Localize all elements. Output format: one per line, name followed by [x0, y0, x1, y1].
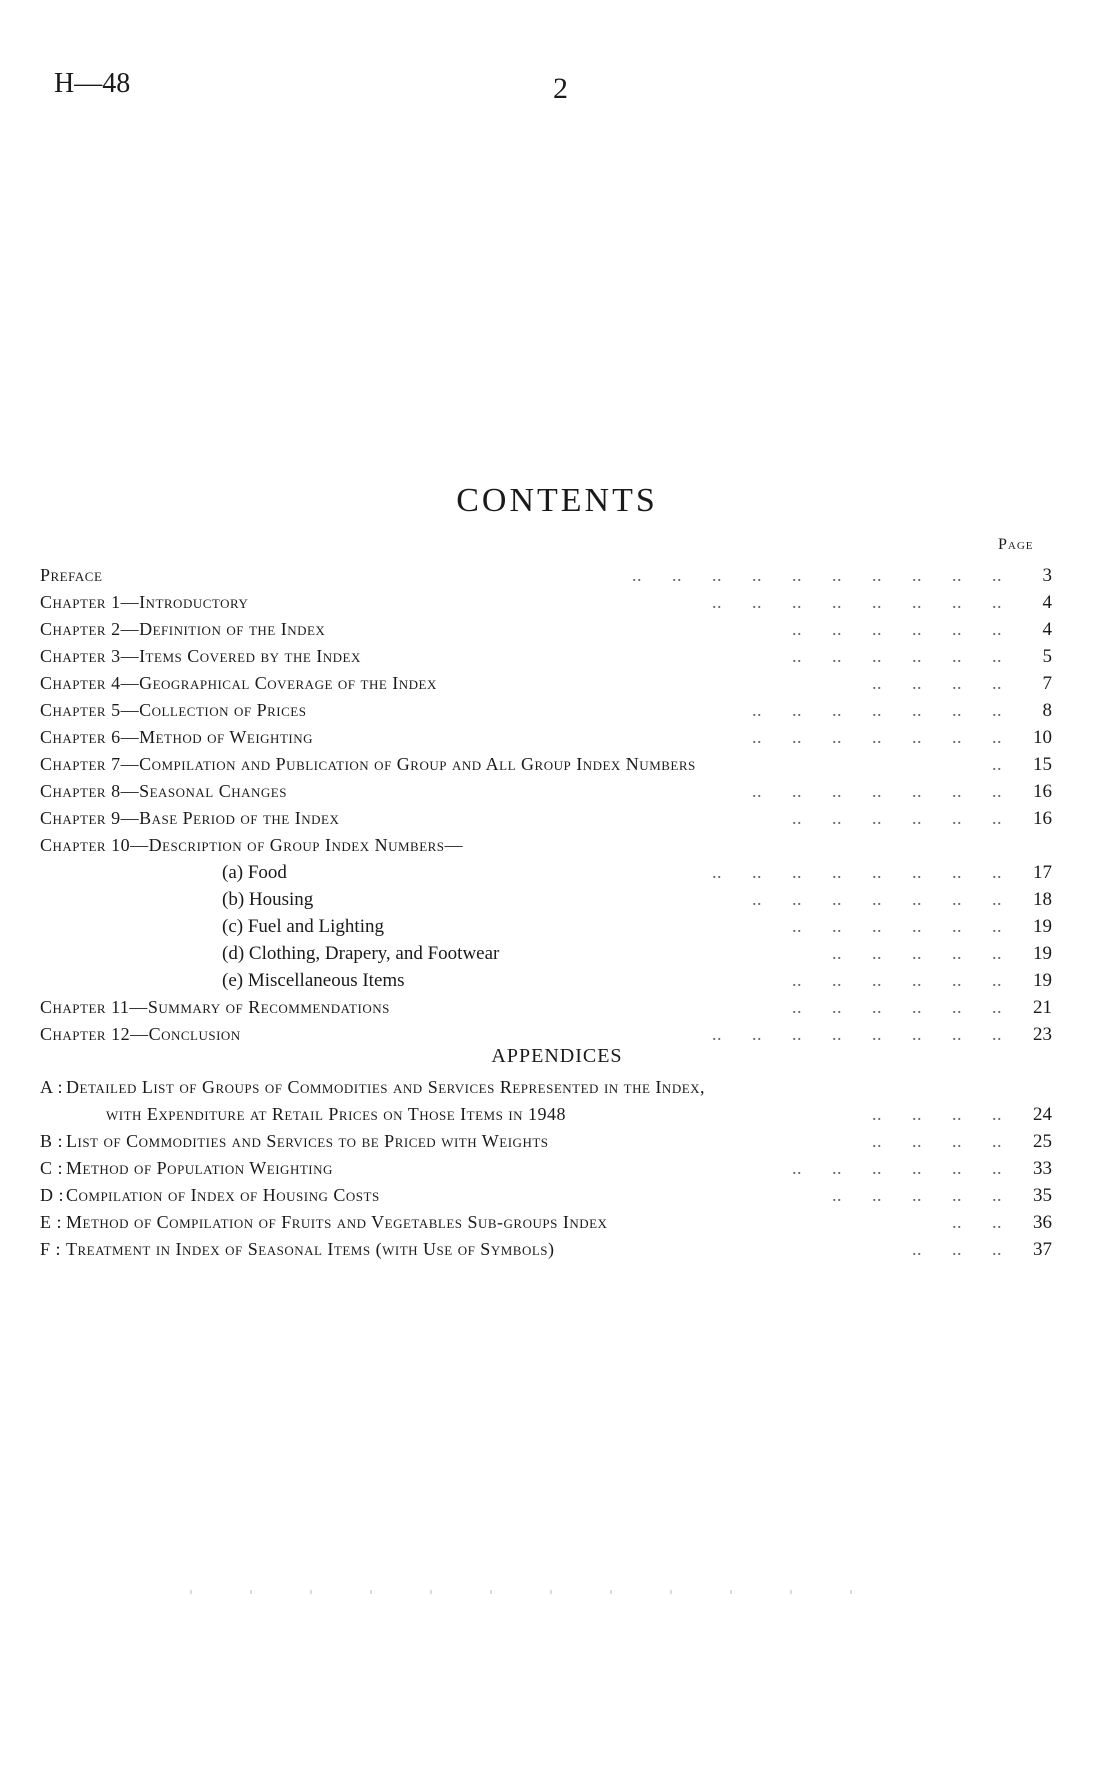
toc-subentry[interactable]: [40, 940, 1052, 967]
leader-dots: .. .. .. .. .. ..: [792, 997, 1002, 1017]
appendix-letter: F :: [40, 1239, 62, 1259]
appendix-label: [40, 1128, 549, 1155]
leader-dots: .. .. .. .. .. ..: [792, 970, 1002, 990]
leader-dots: .. .. .. .. ..: [832, 943, 1002, 963]
leader-dots: .. .. .. ..: [872, 1131, 1002, 1151]
toc-entry[interactable]: [40, 994, 1052, 1021]
appendix-entry[interactable]: [40, 1182, 1052, 1209]
appendix-label: [40, 1155, 333, 1182]
toc-subentry-label: (e) Miscellaneous Items: [222, 970, 405, 991]
leader-dots: .. .. ..: [912, 1239, 1002, 1259]
appendix-letter: E :: [40, 1212, 62, 1232]
leader-dots: .. .. .. .. .. ..: [792, 1158, 1002, 1178]
appendix-letter: D :: [40, 1185, 64, 1205]
toc-subentry-label: (c) Fuel and Lighting: [222, 916, 384, 937]
toc-entry-label: Chapter 12—Conclusion: [40, 1024, 241, 1044]
toc-entry-label: Chapter 1—Introductory: [40, 592, 249, 612]
appendix-letter: A :: [40, 1077, 64, 1097]
contents-list: [40, 562, 1052, 1048]
toc-entry[interactable]: [40, 697, 1052, 724]
toc-entry[interactable]: [40, 778, 1052, 805]
appendix-page-number: 24: [1033, 1104, 1052, 1125]
appendix-entry-continuation[interactable]: [40, 1101, 1052, 1128]
toc-entry[interactable]: [40, 643, 1052, 670]
leader-dots: .. .. .. .. .. .. ..: [752, 700, 1002, 720]
toc-page-number: 21: [1033, 997, 1052, 1018]
toc-entry[interactable]: [40, 751, 1052, 778]
leader-dots: .. .. .. .. .. .. ..: [752, 889, 1002, 909]
appendix-label: [40, 1074, 705, 1101]
toc-page-number: 4: [1042, 592, 1052, 613]
toc-page-number: 16: [1033, 781, 1052, 802]
toc-entry-label: Chapter 4—Geographical Coverage of the Index: [40, 673, 437, 693]
toc-entry[interactable]: [40, 805, 1052, 832]
leader-dots: .. .. .. .. .. ..: [792, 646, 1002, 666]
toc-entry-label: Chapter 2—Definition of the Index: [40, 619, 326, 639]
toc-page-number: 18: [1033, 889, 1052, 910]
toc-subentry-label: (a) Food: [222, 862, 287, 883]
leader-dots: .. .. .. .. .. .. ..: [752, 727, 1002, 747]
leader-dots: ..: [992, 754, 1002, 774]
appendix-page-number: 35: [1033, 1185, 1052, 1206]
toc-entry-label: Chapter 6—Method of Weighting: [40, 727, 313, 747]
page-column-heading: Page: [998, 536, 1034, 553]
toc-page-number: 15: [1033, 754, 1052, 775]
appendix-letter: C :: [40, 1158, 64, 1178]
toc-subentry-label: (b) Housing: [222, 889, 314, 910]
appendix-page-number: 33: [1033, 1158, 1052, 1179]
toc-page-number: 19: [1033, 970, 1052, 991]
toc-page-number: 4: [1042, 619, 1052, 640]
appendix-page-number: 37: [1033, 1239, 1052, 1260]
appendix-entry[interactable]: [40, 1236, 1052, 1263]
appendix-label: [40, 1236, 555, 1263]
appendix-label: [40, 1182, 380, 1209]
toc-entry-label: Chapter 3—Items Covered by the Index: [40, 646, 361, 666]
toc-entry[interactable]: [40, 616, 1052, 643]
appendix-title: Treatment in Index of Seasonal Items (with Use of Symbols): [66, 1239, 555, 1259]
leader-dots: .. .. .. .. .. .. .. ..: [712, 862, 1002, 882]
appendix-title: Compilation of Index of Housing Costs: [66, 1185, 380, 1205]
appendix-title: Method of Compilation of Fruits and Vegetables Sub-groups Index: [66, 1212, 608, 1232]
appendices-heading: APPENDICES: [491, 1045, 623, 1067]
leader-dots: .. .. .. .. .. .. .. ..: [712, 1024, 1002, 1044]
toc-entry-label: Chapter 9—Base Period of the Index: [40, 808, 340, 828]
page-number: 2: [553, 72, 568, 105]
leader-dots: .. .. .. .. .. .. .. .. .. ..: [632, 565, 1002, 585]
appendix-title: Method of Population Weighting: [66, 1158, 333, 1178]
toc-entry[interactable]: [40, 670, 1052, 697]
appendix-entry[interactable]: [40, 1074, 1052, 1101]
toc-entry-label: Chapter 11—Summary of Recommendations: [40, 997, 390, 1017]
toc-page-number: 23: [1033, 1024, 1052, 1045]
toc-entry[interactable]: [40, 724, 1052, 751]
appendix-letter: B :: [40, 1131, 64, 1151]
appendix-label: [40, 1209, 607, 1236]
contents-heading: CONTENTS: [456, 482, 658, 519]
toc-subentry[interactable]: [40, 967, 1052, 994]
leader-dots: .. .. .. ..: [872, 1104, 1002, 1124]
leader-dots: .. .. .. .. .. ..: [792, 916, 1002, 936]
appendix-entry[interactable]: [40, 1155, 1052, 1182]
scan-smudge: [190, 1590, 910, 1594]
appendix-title: Detailed List of Groups of Commodities and Services Represented in the Index,: [66, 1077, 706, 1097]
toc-entry[interactable]: [40, 562, 1052, 589]
appendices-list: [40, 1074, 1052, 1263]
leader-dots: .. .. .. .. ..: [832, 1185, 1002, 1205]
toc-page-number: 8: [1042, 700, 1052, 721]
toc-entry[interactable]: [40, 1021, 1052, 1048]
toc-subentry[interactable]: [40, 886, 1052, 913]
toc-page-number: 19: [1033, 943, 1052, 964]
toc-entry-label: Chapter 7—Compilation and Publication of Group and All Group Index Numbers: [40, 754, 696, 774]
appendix-page-number: 25: [1033, 1131, 1052, 1152]
toc-page-number: 19: [1033, 916, 1052, 937]
leader-dots: .. .. .. .. .. .. ..: [752, 781, 1002, 801]
toc-subentry[interactable]: [40, 859, 1052, 886]
toc-page-number: 17: [1033, 862, 1052, 883]
leader-dots: .. .. .. .. .. ..: [792, 808, 1002, 828]
toc-page-number: 10: [1033, 727, 1052, 748]
toc-page-number: 7: [1042, 673, 1052, 694]
toc-entry-label: Chapter 10—Description of Group Index Numbers—: [40, 835, 464, 855]
toc-page-number: 3: [1042, 565, 1052, 586]
leader-dots: .. .. .. ..: [872, 673, 1002, 693]
appendix-continuation-label: with Expenditure at Retail Prices on Those Items in 1948: [106, 1104, 567, 1124]
toc-subentry[interactable]: [40, 913, 1052, 940]
toc-entry[interactable]: [40, 832, 1052, 859]
leader-dots: .. .. .. .. .. .. .. ..: [712, 592, 1002, 612]
toc-entry[interactable]: [40, 589, 1052, 616]
appendix-entry[interactable]: [40, 1128, 1052, 1155]
toc-entry-label: Chapter 5—Collection of Prices: [40, 700, 307, 720]
leader-dots: .. .. .. .. .. ..: [792, 619, 1002, 639]
document-reference: H—48: [54, 68, 131, 99]
toc-page-number: 5: [1042, 646, 1052, 667]
appendix-entry[interactable]: [40, 1209, 1052, 1236]
toc-entry-label: Preface: [40, 565, 103, 585]
toc-entry-label: Chapter 8—Seasonal Changes: [40, 781, 287, 801]
leader-dots: .. ..: [952, 1212, 1002, 1232]
toc-page-number: 16: [1033, 808, 1052, 829]
toc-subentry-label: (d) Clothing, Drapery, and Footwear: [222, 943, 500, 964]
appendix-title: List of Commodities and Services to be Priced with Weights: [66, 1131, 549, 1151]
appendix-page-number: 36: [1033, 1212, 1052, 1233]
